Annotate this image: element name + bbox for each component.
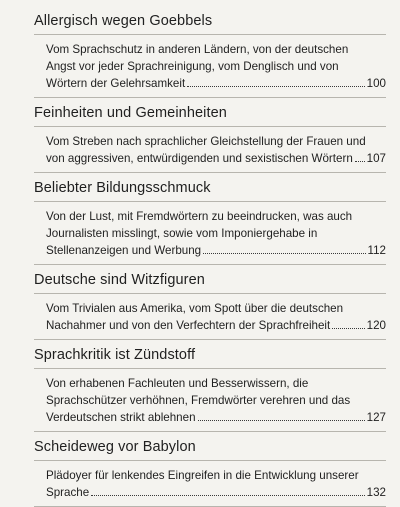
toc-chapter	[34, 346, 386, 432]
chapter-description	[34, 460, 386, 507]
toc-chapter	[34, 12, 386, 98]
description-line: Vom Streben nach sprachlicher Gleichstellung der Frauen und	[46, 135, 366, 148]
toc-entry[interactable]	[46, 375, 386, 426]
toc-entry[interactable]	[46, 467, 386, 501]
toc-entry[interactable]	[46, 208, 386, 259]
description-line: Von der Lust, mit Fremdwörtern zu beeindrucken, was auch	[46, 210, 353, 223]
description-line: Sprachschützer verhöhnen, Fremdwörter verehren und das	[46, 394, 351, 407]
toc-entry[interactable]	[46, 41, 386, 92]
chapter-description	[34, 201, 386, 265]
description-line: Angst vor jeder Sprachreinigung, vom Denglisch und von	[46, 60, 339, 73]
chapter-description	[34, 34, 386, 98]
dot-leader	[355, 152, 365, 162]
chapter-title: Beliebter Bildungsschmuck	[34, 180, 211, 196]
chapter-title: Feinheiten und Gemeinheiten	[34, 105, 227, 121]
dot-leader	[91, 486, 364, 496]
chapter-description	[34, 368, 386, 432]
page-number: 100	[366, 77, 386, 90]
toc-chapter	[34, 104, 386, 173]
toc-chapter	[34, 179, 386, 265]
dot-leader	[187, 77, 364, 87]
entry-last-line	[46, 242, 386, 259]
entry-last-line	[46, 75, 386, 92]
page-number: 112	[367, 244, 386, 257]
description-line: Verdeutschen strikt ablehnen	[46, 411, 196, 424]
page-number: 132	[366, 486, 386, 499]
dot-leader	[203, 244, 365, 254]
description-line: Stellenanzeigen und Werbung	[46, 244, 202, 257]
chapter-title: Allergisch wegen Goebbels	[34, 13, 213, 29]
chapter-title: Deutsche sind Witzfiguren	[34, 272, 205, 288]
chapter-title: Scheideweg vor Babylon	[34, 439, 196, 455]
page-number: 127	[366, 411, 386, 424]
toc-chapter	[34, 271, 386, 340]
chapter-title: Sprachkritik ist Zündstoff	[34, 347, 196, 363]
entry-last-line	[46, 150, 386, 167]
description-line: Journalisten misslingt, sowie vom Imponiergehabe in	[46, 227, 318, 240]
description-line: von aggressiven, entwürdigenden und sexistischen Wörtern	[46, 152, 353, 165]
chapter-description	[34, 293, 386, 340]
dot-leader	[332, 319, 364, 329]
entry-last-line	[46, 409, 386, 426]
toc-chapter	[34, 438, 386, 507]
description-line: Nachahmer und von den Verfechtern der Sprachfreiheit	[46, 319, 331, 332]
dot-leader	[198, 411, 365, 421]
entry-last-line	[46, 484, 386, 501]
description-line: Plädoyer für lenkendes Eingreifen in die Entwicklung unserer	[46, 469, 359, 482]
page-number: 120	[366, 319, 386, 332]
page-number: 107	[366, 152, 386, 165]
description-line: Wörtern der Gelehrsamkeit	[46, 77, 186, 90]
toc-entry[interactable]	[46, 133, 386, 167]
description-line: Sprache	[46, 486, 90, 499]
entry-last-line	[46, 317, 386, 334]
description-line: Von erhabenen Fachleuten und Besserwissern, die	[46, 377, 309, 390]
description-line: Vom Trivialen aus Amerika, vom Spott über die deutschen	[46, 302, 344, 315]
toc-entry[interactable]	[46, 300, 386, 334]
chapter-description	[34, 126, 386, 173]
description-line: Vom Sprachschutz in anderen Ländern, von der deutschen	[46, 43, 349, 56]
